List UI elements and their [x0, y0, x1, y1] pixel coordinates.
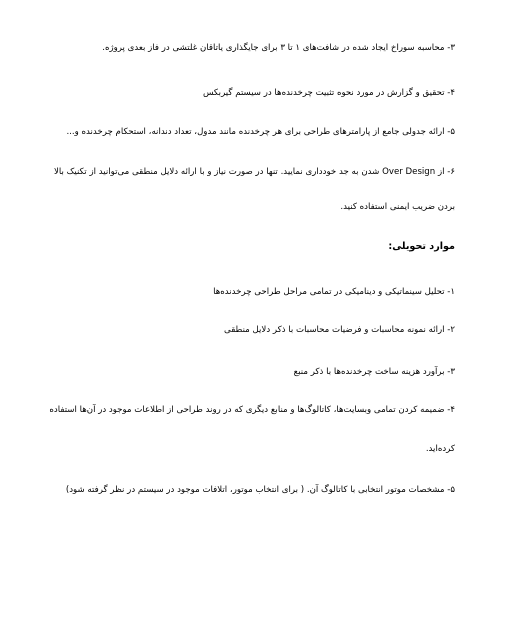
- deliverable-item-4: ۴- ضمیمه کردن تمامی وبسایت‌ها، کاتالوگ‌ها و منابع دیگری که در روند طراحی از اطلاعات موجود در آن‌ها استفاده: [49, 405, 455, 415]
- deliverable-item-5: ۵- مشخصات موتور انتخابی با کاتالوگ آن. ( برای انتخاب موتور، اتلافات موجود در سیستم در نظر گرفته شود): [65, 485, 455, 495]
- deliverable-item-1: ۱- تحلیل سینماتیکی و دینامیکی در تمامی مراحل طراحی چرخدنده‌ها: [213, 287, 455, 297]
- requirement-item-6-continuation: بردن ضریب ایمنی استفاده کنید.: [340, 202, 455, 212]
- deliverable-item-3: ۳- برآورد هزینه ساخت چرخدنده‌ها با ذکر منبع: [293, 367, 455, 377]
- deliverable-item-4-continuation: کرده‌اید.: [425, 444, 455, 454]
- deliverables-heading: موارد تحویلی:: [388, 241, 455, 252]
- requirement-item-4: ۴- تحقیق و گزارش در مورد نحوه تثبیت چرخدنده‌ها در سیستم گیربکس: [202, 88, 455, 98]
- requirement-item-3: ۳- محاسبه سوراخ ایجاد شده در شافت‌های ۱ تا ۳ برای جایگذاری یاتاقان غلتشی در فاز بعدی پروژه.: [102, 43, 455, 53]
- requirement-item-6: ۶- از Over Design شدن به جد خودداری نمایید. تنها در صورت نیاز و با ارائه دلایل منطقی می‌توانید از تکنیک بالا: [54, 167, 456, 177]
- deliverable-item-2: ۲- ارائه نمونه محاسبات و فرضیات محاسبات با ذکر دلایل منطقی: [224, 325, 455, 335]
- requirement-item-5: ۵- ارائه جدولی جامع از پارامترهای طراحی برای هر چرخدنده مانند مدول، تعداد دندانه، استحکام چرخدنده و...: [66, 127, 455, 137]
